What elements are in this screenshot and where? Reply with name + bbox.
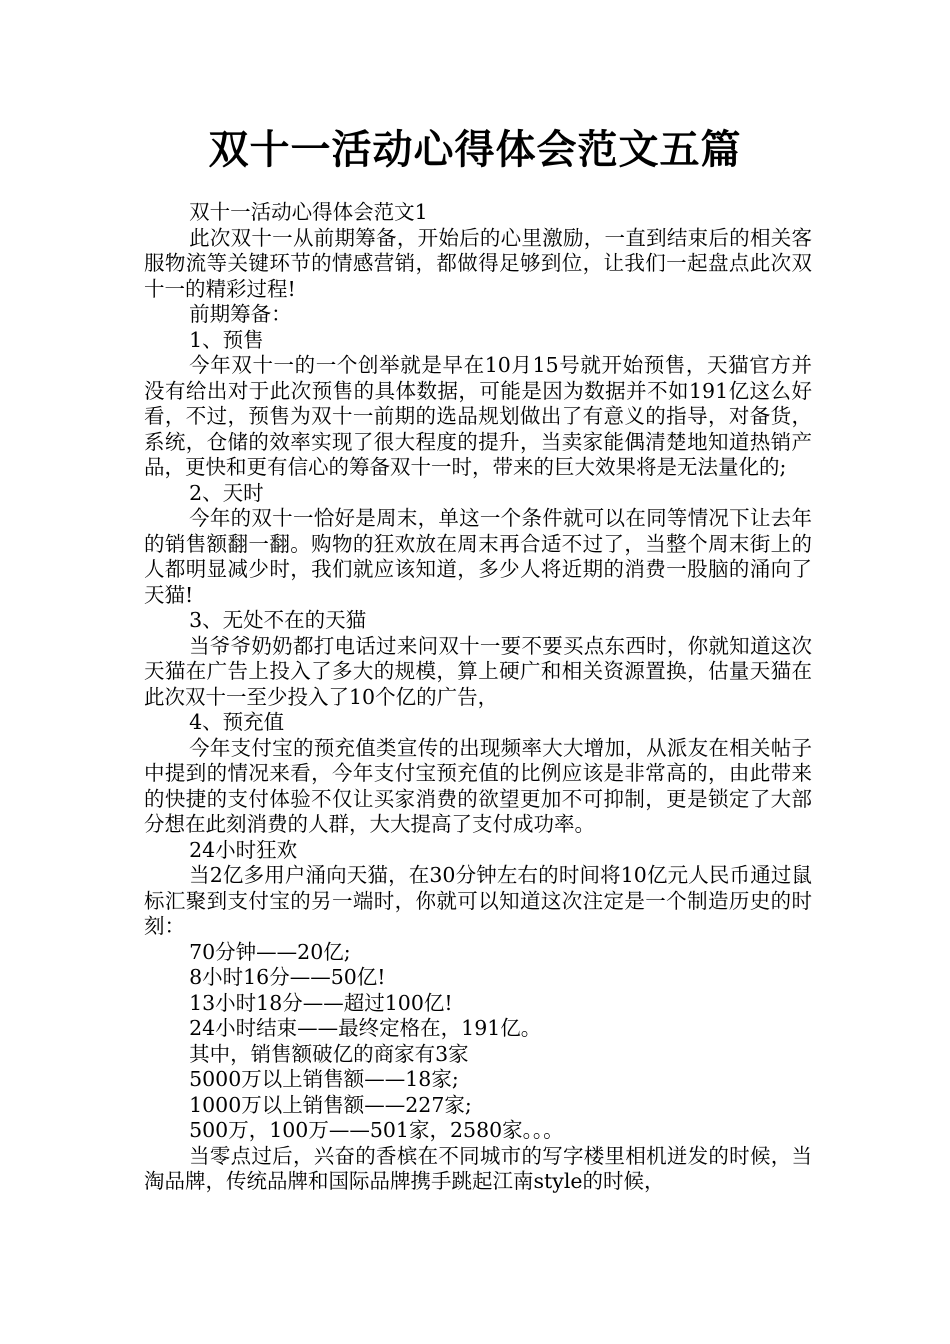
paragraph: 70分钟——20亿; bbox=[189, 939, 351, 964]
document-title: 双十一活动心得体会范文五篇 bbox=[208, 127, 742, 173]
paragraph: 今年双十一的一个创举就是早在10月15号就开始预售，天猫官方并没有给出对于此次预售的具体数据，可能是因为数据并不如191亿这么好看，不过，预售为双十一前期的选品规划做出了有意义的指导，对备货，系统，仓储的效率实现了很大程度的提升，当卖家能偶清楚地知道热销产品，更快和更有信心的筹备双十一时，带来的巨大效果将是无法量化的; bbox=[144, 353, 812, 479]
paragraph: 4、预充值 bbox=[189, 710, 285, 734]
paragraph: 3、无处不在的天猫 bbox=[189, 608, 367, 632]
paragraph: 双十一活动心得体会范文1 bbox=[189, 200, 428, 224]
paragraph: 前期筹备： bbox=[189, 302, 292, 326]
paragraph: 今年支付宝的预充值类宣传的出现频率大大增加，从派友在相关帖子中提到的情况来看，今年支付宝预充值的比例应该是非常高的，由此带来的快捷的支付体验不仅让买家消费的欲望更加不可抑制，更是锁定了大部分想在此刻消费的人群，大大提高了支付成功率。 bbox=[144, 735, 812, 836]
paragraph: 24小时狂欢 bbox=[189, 837, 298, 862]
paragraph: 5000万以上销售额——18家; bbox=[189, 1067, 459, 1091]
paragraph: 今年的双十一恰好是周末，单这一个条件就可以在同等情况下让去年的销售额翻一翻。购物的狂欢放在周末再合适不过了，当整个周末街上的人都明显减少时，我们就应该知道，多少人将近期的消费一股脑的涌向了天猫! bbox=[144, 506, 812, 607]
paragraph: 此次双十一从前期筹备，开始后的心里激励，一直到结束后的相关客服物流等关键环节的情感营销，都做得足够到位，让我们一起盘点此次双十一的精彩过程! bbox=[144, 225, 812, 301]
paragraph: 当零点过后，兴奋的香槟在不同城市的写字楼里相机迸发的时候，当淘品牌，传统品牌和国际品牌携手跳起江南style的时候， bbox=[144, 1143, 812, 1193]
paragraph: 500万，100万——501家，2580家。。。 bbox=[189, 1118, 564, 1142]
paragraph: 8小时16分——50亿! bbox=[189, 965, 386, 989]
paragraph: 其中，销售额破亿的商家有3家 bbox=[189, 1041, 469, 1066]
paragraph: 当爷爷奶奶都打电话过来问双十一要不要买点东西时，你就知道这次天猫在广告上投入了多大的规模，算上硬广和相关资源置换，估量天猫在此次双十一至少投入了10个亿的广告， bbox=[144, 633, 812, 709]
paragraph: 当2亿多用户涌向天猫，在30分钟左右的时间将10亿元人民币通过鼠标汇聚到支付宝的另一端时，你就可以知道这次注定是一个制造历史的时刻： bbox=[144, 863, 812, 938]
paragraph: 24小时结束——最终定格在，191亿。 bbox=[189, 1016, 542, 1040]
paragraph: 2、天时 bbox=[189, 480, 264, 505]
document-body bbox=[144, 200, 812, 1195]
paragraph: 1000万以上销售额——227家; bbox=[189, 1092, 472, 1117]
paragraph: 13小时18分——超过100亿! bbox=[189, 990, 453, 1015]
paragraph: 1、预售 bbox=[189, 327, 264, 352]
